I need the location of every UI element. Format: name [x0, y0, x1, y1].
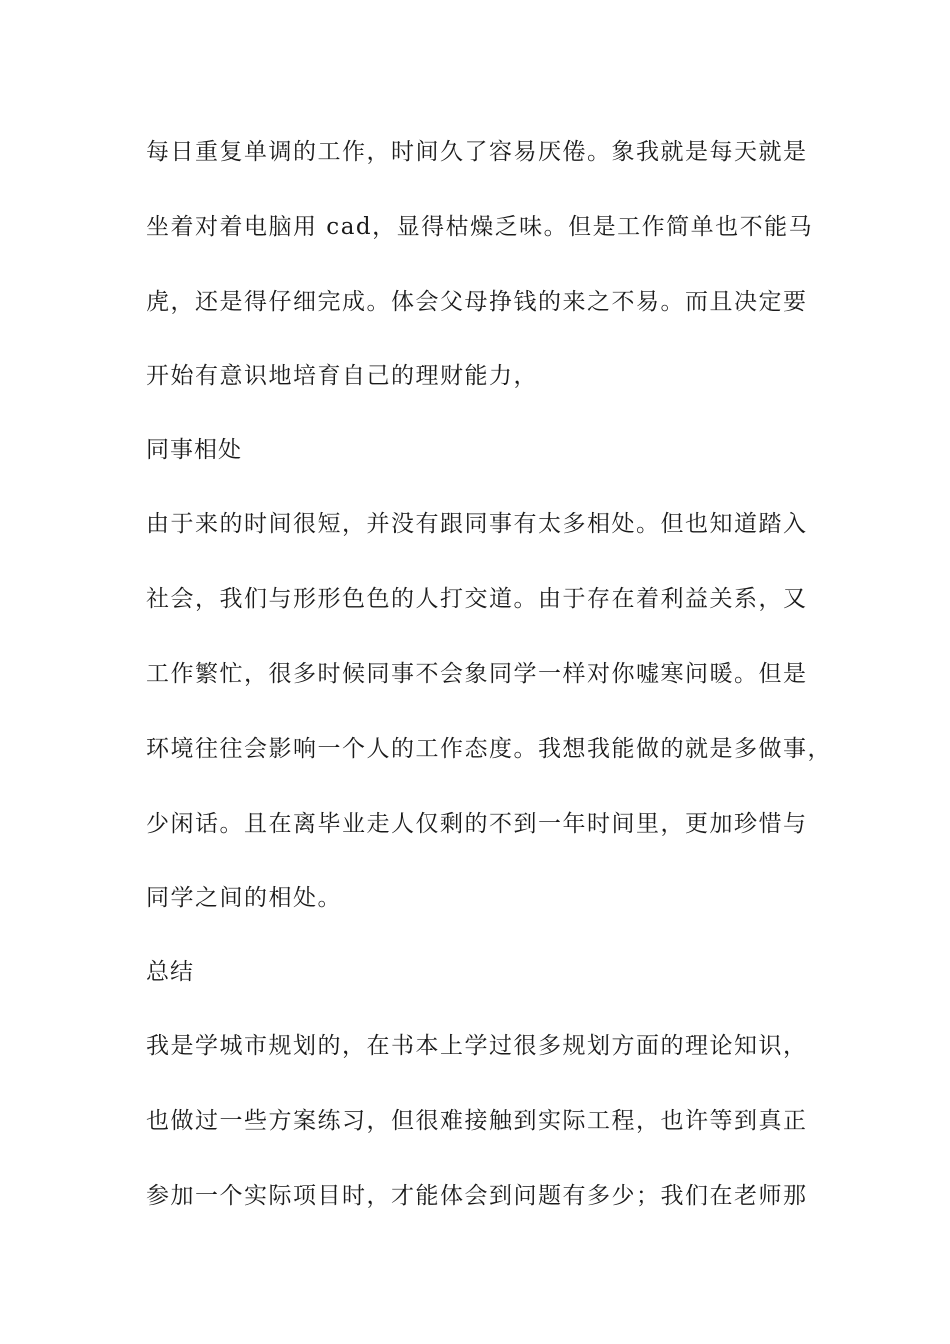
paragraph-line: 也做过一些方案练习，但很难接触到实际工程，也许等到真正: [146, 1108, 808, 1134]
section-heading-summary: 总结: [146, 959, 194, 985]
paragraph-line: 坐着对着电脑用 cad，显得枯燥乏味。但是工作简单也不能马: [146, 214, 814, 240]
section-heading-colleagues: 同事相处: [146, 437, 242, 463]
paragraph-line: 少闲话。且在离毕业走人仅剩的不到一年时间里，更加珍惜与: [146, 811, 808, 837]
paragraph-line: 参加一个实际项目时，才能体会到问题有多少；我们在老师那: [146, 1183, 808, 1209]
paragraph-line: 虎，还是得仔细完成。体会父母挣钱的来之不易。而且决定要: [146, 289, 808, 315]
paragraph-line: 社会，我们与形形色色的人打交道。由于存在着利益关系，又: [146, 586, 808, 612]
paragraph-line: 工作繁忙，很多时候同事不会象同学一样对你嘘寒问暖。但是: [146, 661, 808, 687]
paragraph-line: 由于来的时间很短，并没有跟同事有太多相处。但也知道踏入: [146, 511, 808, 537]
paragraph-line: 同学之间的相处。: [146, 885, 342, 911]
paragraph-line: 每日重复单调的工作，时间久了容易厌倦。象我就是每天就是: [146, 139, 808, 165]
paragraph-line: 我是学城市规划的，在书本上学过很多规划方面的理论知识，: [146, 1033, 808, 1059]
paragraph-line: 环境往往会影响一个人的工作态度。我想我能做的就是多做事，: [146, 736, 832, 762]
paragraph-line: 开始有意识地培育自己的理财能力，: [146, 363, 538, 389]
